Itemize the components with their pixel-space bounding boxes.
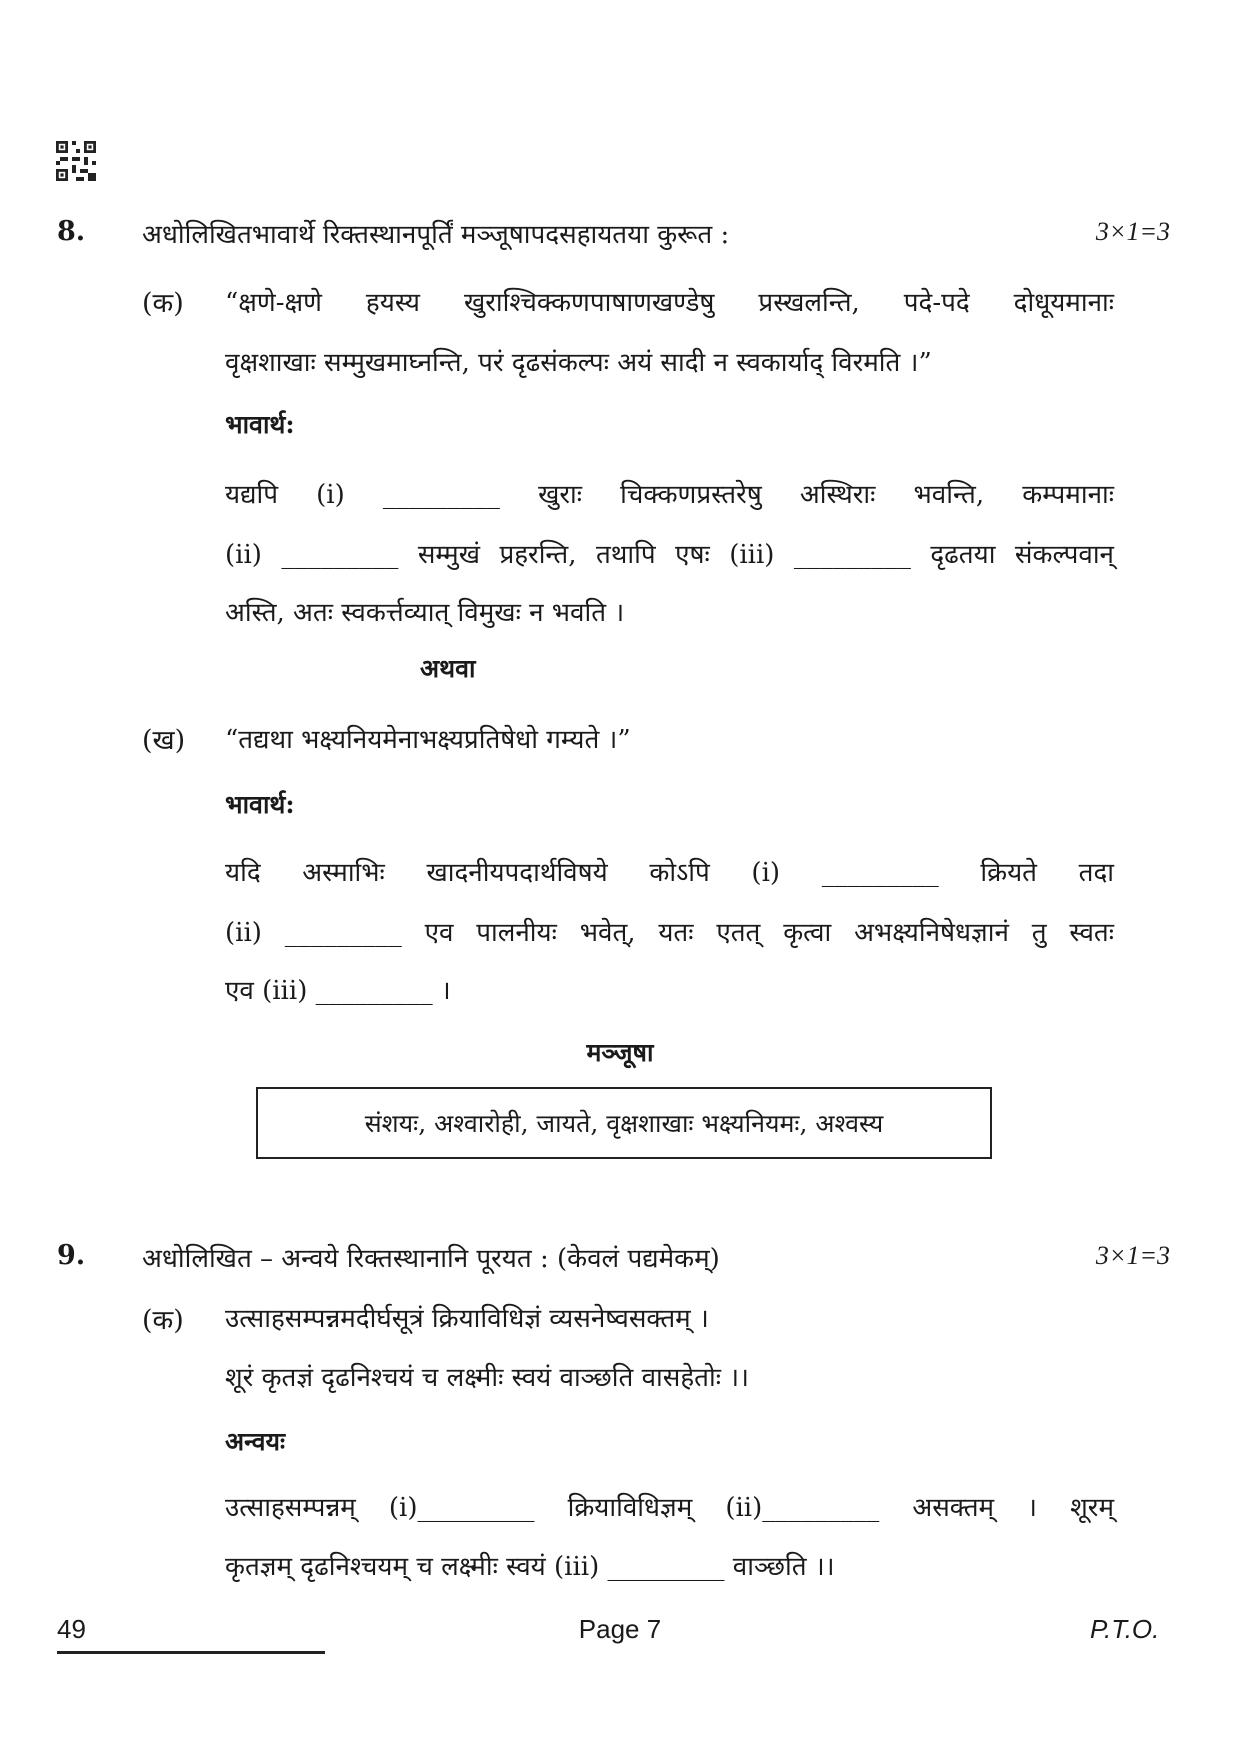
answer-line: उत्साहसम्पन्नम् (i)_________ क्रियाविधिज्ञम् (ii)_________ असक्तम् । शूरम् — [225, 1493, 1114, 1523]
answer-line: एव (iii) _________ । — [225, 976, 451, 1006]
bhavarth-heading: भावार्थ: — [225, 410, 295, 439]
answer-line: (ii) _________ सम्मुखं प्रहरन्ति, तथापि एषः (iii) _________ दृढतया संकल्पवान् — [225, 540, 1114, 570]
qr-code-icon — [56, 141, 96, 181]
verse-line: उत्साहसम्पन्नमदीर्घसूत्रं क्रियाविधिज्ञं व्यसनेष्वसक्तम् । — [225, 1304, 709, 1334]
pto-text: P.T.O. — [1090, 1614, 1160, 1644]
verse-line: शूरं कृतज्ञं दृढनिश्चयं च लक्ष्मीः स्वयं वाञ्छति वासहेतोः ।। — [225, 1363, 749, 1393]
answer-line: यद्यपि (i) _________ खुराः चिक्कणप्रस्तरेषु अस्थिराः भवन्ति, कम्पमानाः — [225, 480, 1114, 510]
paper-code: 49 — [57, 1614, 86, 1644]
question-instruction: अधोलिखितभावार्थे रिक्तस्थानपूर्तिं मञ्जूषापदसहायतया कुरूत : — [142, 220, 730, 250]
question-marks: 3×1=3 — [1095, 1241, 1170, 1270]
footer-rule — [57, 1651, 325, 1654]
question-number: 8. — [57, 216, 86, 247]
bhavarth-heading: भावार्थ: — [225, 790, 295, 819]
page-number: Page 7 — [578, 1614, 662, 1644]
sub-question-label: (ख) — [142, 725, 186, 756]
sub-question-label: (क) — [142, 288, 184, 319]
anvay-heading: अन्वयः — [225, 1427, 286, 1456]
passage-line: “क्षणे-क्षणे हयस्य खुराश्चिक्कणपाषाणखण्डेषु प्रस्खलन्ति, पदे-पदे दोधूयमानाः — [225, 288, 1114, 318]
question-number: 9. — [57, 1240, 86, 1271]
passage-line: “तद्यथा भक्ष्यनियमेनाभक्ष्यप्रतिषेधो गम्यते ।” — [225, 725, 631, 755]
word-box-text: संशयः, अश्वारोही, जायते, वृक्षशाखाः भक्ष्यनियमः, अश्वस्य — [364, 1109, 884, 1138]
word-box — [256, 1087, 992, 1159]
question-marks: 3×1=3 — [1095, 217, 1170, 246]
box-title: मञ्जूषा — [586, 1038, 654, 1067]
sub-question-label: (क) — [142, 1305, 184, 1336]
question-instruction: अधोलिखित – अन्वये रिक्तस्थानानि पूरयत : (केवलं पद्यमेकम्) — [142, 1244, 720, 1274]
answer-line: कृतज्ञम् दृढनिश्चयम् च लक्ष्मीः स्वयं (iii) _________ वाञ्छति ।। — [225, 1552, 835, 1582]
or-separator: अथवा — [420, 654, 476, 683]
answer-line: अस्ति, अतः स्वकर्त्तव्यात् विमुखः न भवति । — [225, 598, 625, 628]
answer-line: यदि अस्माभिः खादनीयपदार्थविषये कोऽपि (i) _________ क्रियते तदा — [225, 858, 1114, 888]
passage-line: वृक्षशाखाः सम्मुखमाघ्नन्ति, परं दृढसंकल्पः अयं सादी न स्वकार्याद् विरमति ।” — [225, 348, 932, 378]
answer-line: (ii) _________ एव पालनीयः भवेत्, यतः एतत् कृत्वा अभक्ष्यनिषेधज्ञानं तु स्वतः — [225, 918, 1114, 948]
